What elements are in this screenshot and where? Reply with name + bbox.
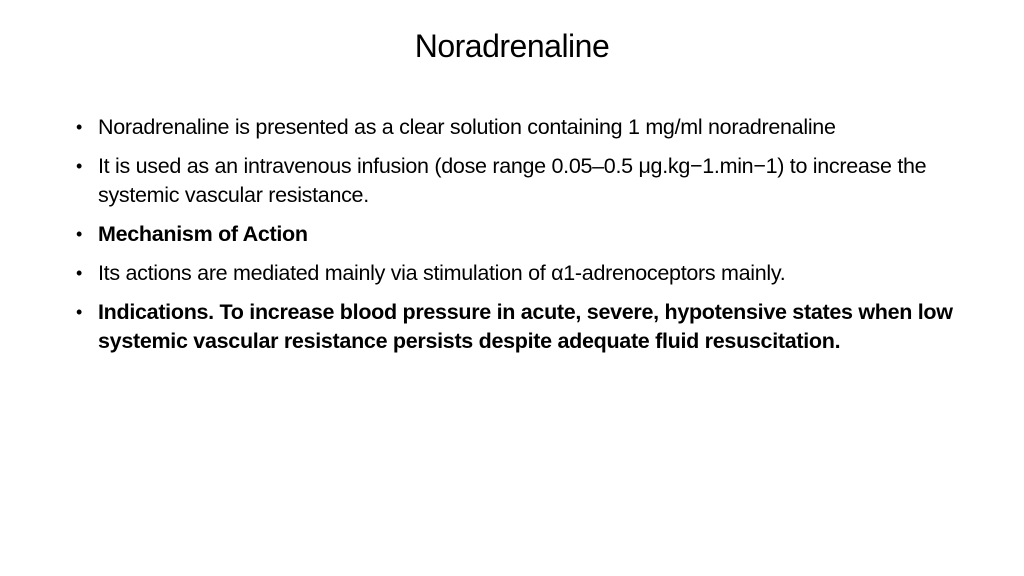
bullet-item-indications	[76, 298, 956, 356]
bullet-item-heading	[76, 220, 956, 249]
bullet-text: Its actions are mediated mainly via stimulation of α1-adrenoceptors mainly.	[98, 261, 786, 285]
slide-title: Noradrenaline	[414, 28, 610, 64]
bullet-text: Indications. To increase blood pressure in acute, severe, hypotensive states when low systemic vascular resistance persists despite adequate fluid resuscitation.	[98, 300, 953, 353]
bullet-item	[76, 152, 956, 210]
bullet-icon: •	[76, 302, 83, 322]
bullet-icon: •	[76, 224, 83, 244]
bullet-icon: •	[76, 117, 83, 137]
bullet-item	[76, 113, 956, 142]
bullet-item	[76, 259, 956, 288]
bullet-text: It is used as an intravenous infusion (dose range 0.05–0.5 μg.kg−1.min−1) to increase the systemic vascular resistance.	[98, 154, 927, 207]
bullet-icon: •	[76, 156, 83, 176]
bullet-icon: •	[76, 263, 83, 283]
bullet-list	[76, 113, 956, 366]
bullet-text: Noradrenaline is presented as a clear solution containing 1 mg/ml noradrenaline	[98, 115, 836, 139]
bullet-text: Mechanism of Action	[98, 222, 308, 246]
